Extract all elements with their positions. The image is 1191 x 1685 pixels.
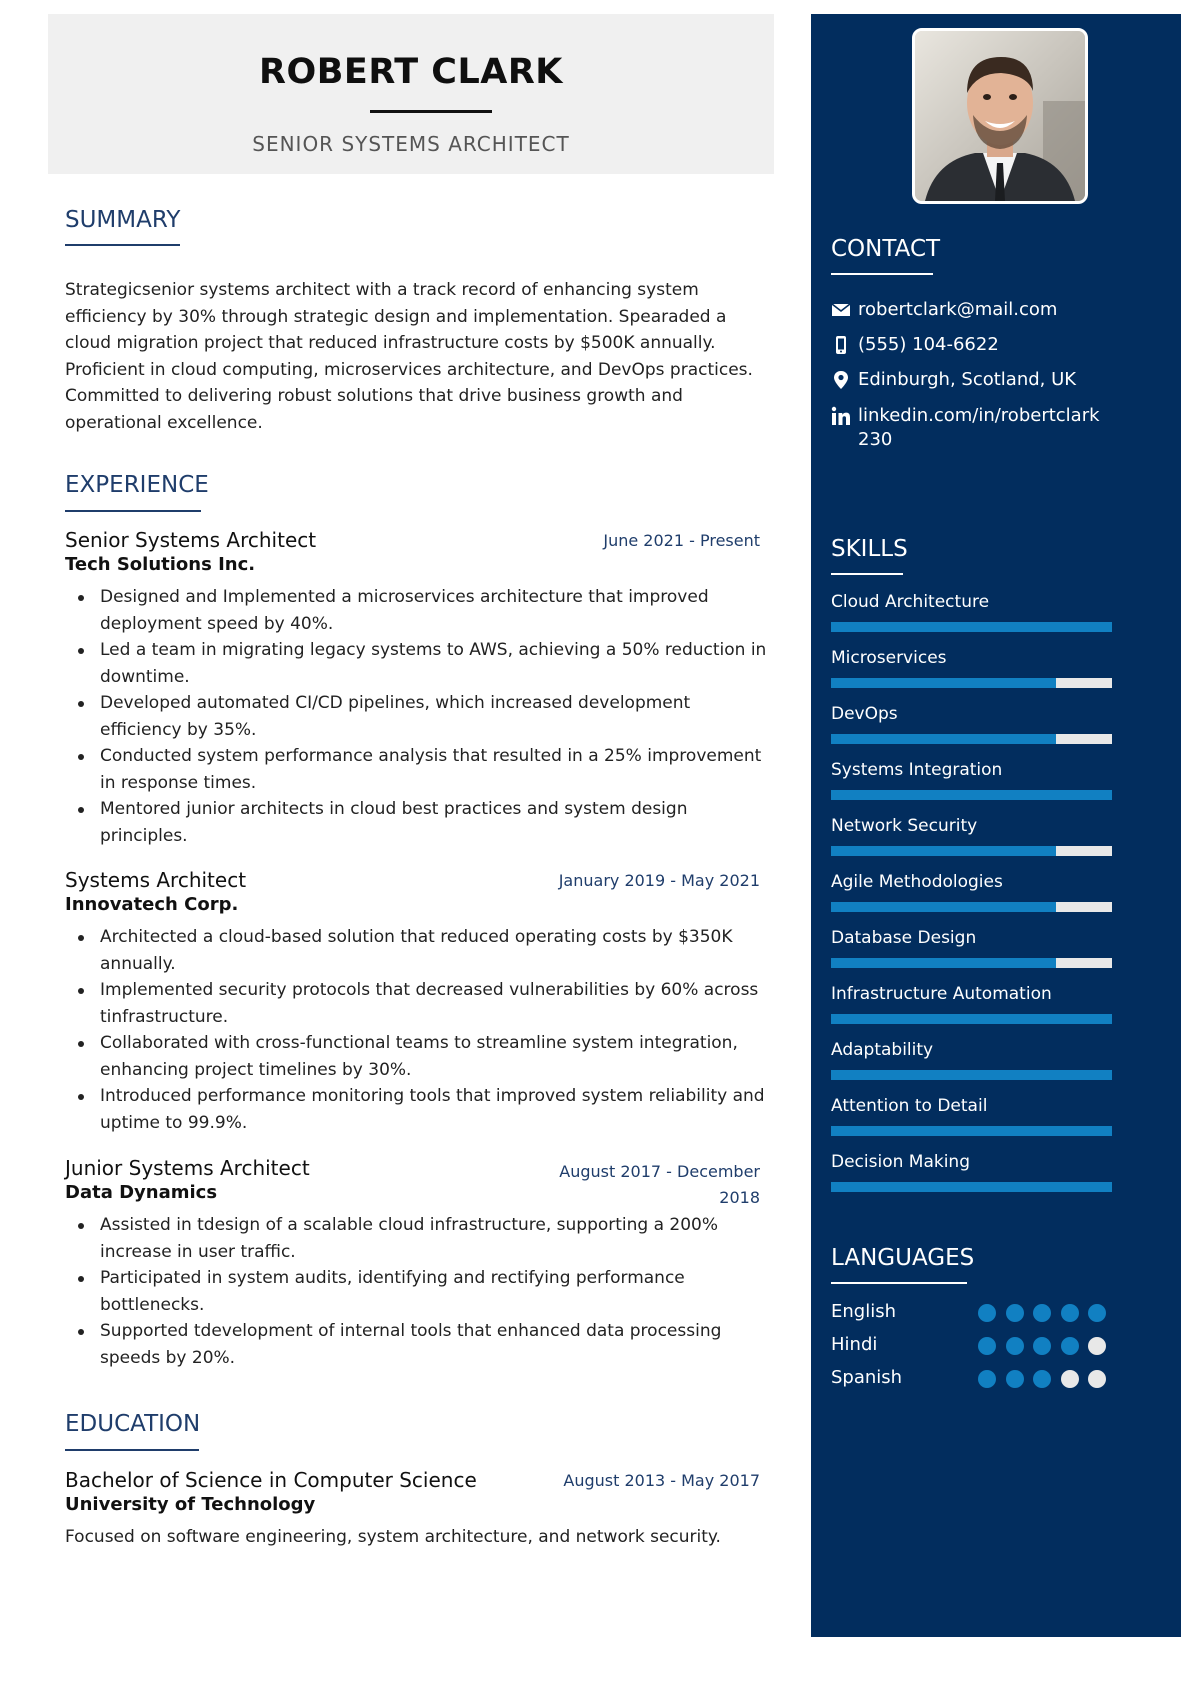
skill-label: Infrastructure Automation — [831, 984, 1052, 1004]
list-item: Led a team in migrating legacy systems to AWS, achieving a 50% reduction in downtime. — [65, 637, 770, 690]
list-item: Mentored junior architects in cloud best practices and system design principles. — [65, 796, 770, 849]
languages-rule — [831, 1282, 967, 1284]
skill-label: Cloud Architecture — [831, 592, 990, 612]
contact-heading: CONTACT — [831, 236, 941, 262]
location-text: Edinburgh, Scotland, UK — [858, 369, 1077, 390]
job-title-header: SENIOR SYSTEMS ARCHITECT — [252, 132, 570, 156]
skill-label: DevOps — [831, 704, 898, 724]
envelope-icon — [831, 300, 851, 320]
skills-rule — [831, 573, 903, 575]
skill-level-fill — [831, 622, 1112, 632]
rating-dot-filled — [1033, 1337, 1051, 1355]
skill-level-bar — [831, 790, 1112, 800]
rating-dot-filled — [978, 1337, 996, 1355]
rating-dot-filled — [1006, 1337, 1024, 1355]
skill-level-fill — [831, 678, 1056, 688]
skill-level-fill — [831, 958, 1056, 968]
job-1-title: Senior Systems Architect — [65, 528, 317, 552]
skill-level-fill — [831, 1070, 1112, 1080]
candidate-name: ROBERT CLARK — [259, 52, 563, 92]
degree: Bachelor of Science in Computer Science — [65, 1468, 477, 1492]
skill-label: Database Design — [831, 928, 977, 948]
list-item: Participated in system audits, identifying and rectifying performance bottlenecks. — [65, 1265, 770, 1318]
profile-photo — [912, 28, 1088, 204]
skill-level-bar — [831, 1126, 1112, 1136]
rating-dot-filled — [1061, 1304, 1079, 1322]
skill-label: Network Security — [831, 816, 978, 836]
skill-level-bar — [831, 734, 1112, 744]
job-2-title: Systems Architect — [65, 868, 247, 892]
skill-level-fill — [831, 734, 1056, 744]
job-2-company: Innovatech Corp. — [65, 894, 239, 915]
rating-dot-empty — [1061, 1370, 1079, 1388]
language-name: English — [831, 1301, 896, 1322]
experience-heading: EXPERIENCE — [65, 472, 209, 498]
linkedin-text: linkedin.com/in/robertclark230 — [858, 405, 1100, 450]
job-1-dates: June 2021 - Present — [603, 531, 760, 550]
rating-dot-filled — [978, 1370, 996, 1388]
job-3-title: Junior Systems Architect — [65, 1156, 310, 1180]
skill-label: Agile Methodologies — [831, 872, 1003, 892]
contact-rule — [831, 273, 933, 275]
rating-dot-filled — [1061, 1337, 1079, 1355]
rating-dot-filled — [1033, 1304, 1051, 1322]
list-item: Developed automated CI/CD pipelines, which increased development efficiency by 35%. — [65, 690, 770, 743]
skill-level-fill — [831, 1126, 1112, 1136]
skill-label: Systems Integration — [831, 760, 1003, 780]
experience-rule — [65, 510, 201, 512]
contact-phone[interactable] — [831, 333, 1111, 357]
skill-level-fill — [831, 902, 1056, 912]
rating-dot-filled — [1033, 1370, 1051, 1388]
skill-level-fill — [831, 790, 1112, 800]
skill-level-bar — [831, 1014, 1112, 1024]
languages-heading: LANGUAGES — [831, 1245, 975, 1271]
job-3-bullets — [65, 1212, 770, 1371]
list-item: Assisted in tdesign of a scalable cloud infrastructure, supporting a 200% increase in user traffic. — [65, 1212, 770, 1265]
rating-dot-filled — [1006, 1304, 1024, 1322]
language-name: Spanish — [831, 1367, 903, 1388]
job-2-dates: January 2019 - May 2021 — [558, 871, 760, 890]
job-2-bullets — [65, 924, 770, 1136]
header — [48, 14, 774, 174]
education-description: Focused on software engineering, system architecture, and network security. — [65, 1527, 721, 1547]
summary-rule — [65, 244, 180, 246]
language-name: Hindi — [831, 1334, 878, 1355]
skill-level-fill — [831, 1014, 1112, 1024]
list-item: Implemented security protocols that decreased vulnerabilities by 60% across tinfrastructure. — [65, 977, 770, 1030]
map-pin-icon — [831, 370, 851, 390]
skill-level-bar — [831, 678, 1112, 688]
skill-level-bar — [831, 958, 1112, 968]
summary-text: Strategicsenior systems architect with a track record of enhancing system efficiency by 30% through strategic design and implementation. Spearaded a cloud migration project that reduced infrastructure costs by $500K annually. Proficient in cloud computing, microservices architecture, and DevOps practices. Committed to delivering robust solutions that drive business growth and operational excellence. — [65, 280, 753, 433]
email-text: robertclark@mail.com — [858, 299, 1058, 320]
list-item: Supported tdevelopment of internal tools that enhanced data processing speeds by 20%. — [65, 1318, 770, 1371]
list-item: Collaborated with cross-functional teams to streamline system integration, enhancing project timelines by 30%. — [65, 1030, 770, 1083]
skill-level-bar — [831, 1070, 1112, 1080]
skill-level-fill — [831, 1182, 1112, 1192]
contact-email[interactable] — [831, 298, 1111, 322]
list-item: Introduced performance monitoring tools that improved system reliability and uptime to 99.9%. — [65, 1083, 770, 1136]
contact-location — [831, 368, 1111, 392]
job-3-dates — [559, 1159, 760, 1211]
list-item: Conducted system performance analysis that resulted in a 25% improvement in response times. — [65, 743, 770, 796]
contact-linkedin[interactable] — [831, 404, 1111, 454]
education-heading: EDUCATION — [65, 1411, 201, 1437]
education-rule — [65, 1449, 199, 1451]
job-1-company: Tech Solutions Inc. — [65, 554, 256, 575]
job-3-dates-line1: August 2017 - December — [559, 1162, 760, 1181]
rating-dot-filled — [1088, 1304, 1106, 1322]
linkedin-icon — [831, 406, 851, 426]
job-3-dates-line2: 2018 — [719, 1188, 760, 1207]
list-item: Designed and Implemented a microservices architecture that improved deployment speed by 40%. — [65, 584, 770, 637]
job-1-bullets — [65, 584, 770, 849]
rating-dot-filled — [978, 1304, 996, 1322]
profile-photo-illustration — [915, 31, 1085, 201]
education-dates: August 2013 - May 2017 — [563, 1471, 760, 1490]
skill-level-bar — [831, 846, 1112, 856]
phone-text: (555) 104-6622 — [858, 334, 999, 355]
skill-label: Decision Making — [831, 1152, 970, 1172]
rating-dot-filled — [1006, 1370, 1024, 1388]
skill-level-fill — [831, 846, 1056, 856]
rating-dot-empty — [1088, 1370, 1106, 1388]
phone-icon — [831, 335, 851, 355]
summary-heading: SUMMARY — [65, 207, 181, 233]
name-divider — [370, 110, 492, 113]
skill-level-bar — [831, 1182, 1112, 1192]
skill-label: Adaptability — [831, 1040, 934, 1060]
skill-label: Attention to Detail — [831, 1096, 988, 1116]
skill-level-bar — [831, 902, 1112, 912]
job-3-company: Data Dynamics — [65, 1182, 218, 1203]
list-item: Architected a cloud-based solution that reduced operating costs by $350K annually. — [65, 924, 770, 977]
skills-heading: SKILLS — [831, 536, 908, 562]
skill-label: Microservices — [831, 648, 947, 668]
rating-dot-empty — [1088, 1337, 1106, 1355]
skill-level-bar — [831, 622, 1112, 632]
school: University of Technology — [65, 1494, 316, 1515]
